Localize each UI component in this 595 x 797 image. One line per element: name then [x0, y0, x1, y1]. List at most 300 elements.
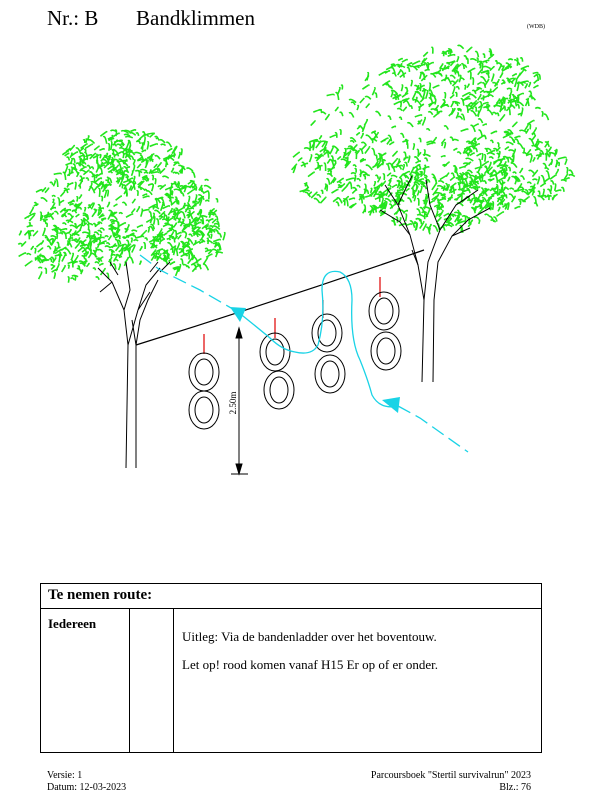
leaf-mark	[152, 185, 154, 192]
leaf-mark	[185, 233, 186, 238]
leaf-mark	[101, 185, 103, 190]
leaf-mark	[182, 212, 185, 218]
leaf-mark	[111, 142, 112, 150]
leaf-mark	[366, 165, 372, 170]
leaf-mark	[365, 120, 367, 125]
leaf-mark	[183, 225, 187, 227]
leaf-mark	[79, 155, 83, 157]
leaf-mark	[126, 177, 128, 180]
leaf-mark	[450, 75, 455, 78]
leaf-mark	[454, 71, 456, 74]
leaf-mark	[137, 207, 140, 212]
leaf-mark	[565, 159, 567, 164]
leaf-mark	[91, 167, 94, 169]
leaf-mark	[417, 209, 421, 214]
leaf-mark	[167, 149, 172, 152]
leaf-mark	[403, 107, 406, 111]
leaf-mark	[124, 190, 126, 194]
leaf-mark	[461, 129, 468, 131]
leaf-mark	[509, 150, 515, 151]
leaf-mark	[533, 73, 538, 74]
leaf-mark	[155, 200, 157, 207]
leaf-mark	[375, 175, 378, 179]
leaf-mark	[534, 80, 538, 83]
leaf-mark	[558, 157, 566, 159]
leaf-mark	[145, 238, 148, 241]
right-tree-foliage	[292, 45, 575, 234]
leaf-mark	[388, 185, 391, 187]
leaf-mark	[479, 130, 483, 136]
leaf-mark	[455, 172, 458, 176]
leaf-mark	[533, 86, 538, 88]
leaf-mark	[529, 124, 530, 129]
leaf-mark	[103, 137, 107, 144]
leaf-mark	[293, 152, 299, 157]
leaf-mark	[322, 143, 325, 148]
leaf-mark	[470, 72, 471, 80]
leaf-mark	[340, 130, 341, 135]
leaf-mark	[168, 243, 173, 249]
leaf-mark	[405, 88, 407, 91]
leaf-mark	[482, 154, 483, 160]
leaf-mark	[156, 219, 158, 225]
leaf-mark	[105, 236, 108, 237]
leaf-mark	[499, 190, 500, 195]
leaf-mark	[473, 202, 475, 205]
leaf-mark	[57, 242, 59, 247]
leaf-mark	[411, 81, 412, 87]
leaf-mark	[126, 214, 133, 217]
leaf-mark	[462, 216, 466, 218]
leaf-mark	[520, 58, 522, 62]
leaf-mark	[425, 69, 429, 70]
leaf-mark	[106, 243, 109, 245]
leaf-mark	[440, 64, 443, 68]
leaf-mark	[140, 170, 147, 172]
leaf-mark	[438, 181, 444, 183]
leaf-mark	[481, 77, 487, 82]
leaf-mark	[366, 104, 369, 108]
leaf-mark	[94, 146, 99, 150]
leaf-mark	[508, 167, 510, 171]
leaf-mark	[108, 157, 109, 163]
leaf-mark	[388, 116, 391, 120]
leaf-mark	[68, 277, 69, 283]
leaf-mark	[206, 220, 209, 222]
leaf-mark	[372, 88, 375, 95]
leaf-mark	[371, 188, 372, 193]
leaf-mark	[433, 189, 438, 196]
leaf-mark	[483, 96, 484, 100]
leaf-mark	[69, 230, 71, 234]
leaf-mark	[545, 178, 550, 181]
leaf-mark	[100, 155, 101, 159]
leaf-mark	[59, 233, 62, 235]
leaf-mark	[403, 165, 404, 170]
leaf-mark	[92, 210, 97, 217]
participant-group: Iedereen	[48, 616, 97, 631]
leaf-mark	[40, 212, 41, 219]
leaf-mark	[62, 266, 65, 272]
tire-ring	[195, 397, 213, 423]
leaf-mark	[556, 170, 558, 175]
leaf-mark	[465, 85, 466, 89]
leaf-mark	[548, 147, 551, 152]
leaf-mark	[357, 179, 361, 181]
leaf-mark	[469, 94, 476, 98]
leaf-mark	[144, 172, 148, 173]
leaf-mark	[87, 166, 90, 169]
leaf-mark	[391, 176, 397, 178]
leaf-mark	[165, 215, 167, 221]
leaf-mark	[100, 163, 103, 168]
leaf-mark	[533, 179, 538, 180]
leaf-mark	[448, 55, 455, 56]
leaf-mark	[190, 225, 192, 229]
leaf-mark	[364, 189, 365, 194]
leaf-mark	[467, 84, 469, 87]
leaf-mark	[505, 147, 509, 150]
leaf-mark	[482, 161, 488, 165]
left-tree-trunk	[98, 262, 170, 468]
leaf-mark	[147, 142, 148, 150]
leaf-mark	[444, 93, 445, 99]
leaf-mark	[418, 107, 419, 111]
leaf-mark	[336, 202, 339, 206]
leaf-mark	[38, 248, 43, 252]
leaf-mark	[137, 191, 138, 196]
leaf-mark	[450, 95, 454, 98]
leaf-mark	[148, 184, 152, 185]
leaf-mark	[166, 195, 169, 198]
leaf-mark	[376, 112, 381, 117]
leaf-mark	[130, 130, 135, 132]
leaf-mark	[500, 73, 503, 78]
leaf-mark	[479, 159, 481, 167]
column-divider	[173, 609, 174, 752]
leaf-mark	[182, 219, 183, 224]
leaf-mark	[500, 115, 505, 121]
leaf-mark	[446, 173, 449, 176]
leaf-mark	[534, 203, 537, 206]
leaf-mark	[486, 74, 489, 79]
leaf-mark	[167, 239, 171, 240]
leaf-mark	[181, 149, 182, 155]
leaf-mark	[530, 155, 532, 162]
leaf-mark	[99, 149, 104, 151]
leaf-mark	[27, 232, 29, 239]
leaf-mark	[172, 249, 173, 253]
leaf-mark	[116, 196, 122, 200]
leaf-mark	[98, 230, 102, 233]
leaf-mark	[113, 144, 117, 146]
leaf-mark	[423, 201, 425, 205]
leaf-mark	[326, 151, 329, 158]
leaf-mark	[223, 233, 225, 241]
leaf-mark	[319, 136, 321, 139]
tire-ring	[321, 361, 339, 387]
leaf-mark	[523, 197, 529, 202]
leaf-mark	[213, 239, 220, 241]
leaf-mark	[443, 52, 444, 57]
leaf-mark	[459, 167, 465, 168]
leaf-mark	[80, 170, 87, 172]
leaf-mark	[189, 196, 190, 202]
leaf-mark	[129, 257, 133, 263]
leaf-mark	[351, 173, 356, 174]
leaf-mark	[41, 198, 47, 202]
footer-left	[47, 770, 126, 794]
leaf-mark	[404, 152, 406, 157]
leaf-mark	[424, 150, 425, 156]
leaf-mark	[479, 220, 480, 224]
leaf-mark	[126, 193, 127, 197]
leaf-mark	[53, 199, 54, 203]
route-table-header	[41, 584, 541, 609]
leaf-mark	[466, 153, 468, 156]
leaf-mark	[512, 74, 516, 76]
leaf-mark	[392, 126, 396, 128]
leaf-mark	[535, 149, 540, 150]
leaf-mark	[541, 176, 544, 183]
leaf-mark	[69, 170, 70, 176]
leaf-mark	[163, 206, 170, 209]
leaf-mark	[416, 219, 422, 221]
leaf-mark	[58, 229, 61, 232]
leaf-mark	[174, 189, 181, 191]
leaf-mark	[555, 190, 561, 191]
leaf-mark	[508, 59, 513, 60]
leaf-mark	[537, 177, 539, 184]
leaf-mark	[497, 212, 504, 216]
leaf-mark	[501, 182, 505, 184]
leaf-mark	[450, 137, 453, 141]
leaf-mark	[475, 148, 478, 152]
leaf-mark	[150, 144, 158, 146]
leaf-mark	[175, 173, 179, 175]
leaf-mark	[339, 178, 344, 181]
leaf-mark	[157, 163, 161, 168]
leaf-mark	[347, 183, 350, 186]
leaf-mark	[19, 253, 26, 256]
obstacle-number: Nr.: B	[47, 6, 99, 30]
leaf-mark	[68, 214, 73, 218]
leaf-mark	[429, 98, 433, 103]
route-warning: Let op! rood komen vanaf H15 Er op of er onder.	[182, 657, 438, 672]
leaf-mark	[79, 195, 81, 199]
leaf-mark	[69, 204, 73, 205]
leaf-mark	[517, 73, 521, 79]
leaf-mark	[550, 175, 556, 179]
leaf-mark	[174, 223, 177, 227]
leaf-mark	[136, 133, 139, 136]
leaf-mark	[85, 208, 86, 212]
leaf-mark	[33, 231, 37, 236]
leaf-mark	[126, 141, 128, 148]
leaf-mark	[108, 144, 109, 151]
leaf-mark	[324, 163, 326, 171]
leaf-mark	[456, 72, 459, 77]
leaf-mark	[365, 147, 370, 154]
leaf-mark	[71, 253, 73, 260]
leaf-mark	[475, 107, 476, 112]
leaf-mark	[484, 155, 485, 162]
leaf-mark	[521, 176, 525, 180]
page-number-text: Blz.: 76	[499, 782, 531, 793]
leaf-mark	[482, 72, 488, 73]
leaf-mark	[540, 183, 545, 186]
leaf-mark	[477, 136, 484, 140]
route-path	[140, 255, 468, 452]
leaf-mark	[327, 159, 330, 163]
leaf-mark	[75, 182, 76, 189]
leaf-mark	[311, 192, 317, 198]
leaf-mark	[344, 153, 345, 158]
leaf-mark	[422, 118, 425, 126]
leaf-mark	[133, 165, 134, 171]
leaf-mark	[60, 192, 64, 197]
leaf-mark	[353, 165, 356, 167]
leaf-mark	[437, 186, 444, 189]
leaf-mark	[351, 102, 355, 105]
leaf-mark	[478, 95, 481, 101]
route-heading: Te nemen route:	[48, 587, 153, 603]
leaf-mark	[356, 133, 359, 135]
leaf-mark	[498, 198, 499, 202]
leaf-mark	[515, 79, 517, 87]
leaf-mark	[436, 211, 438, 217]
leaf-mark	[78, 248, 83, 252]
leaf-mark	[74, 276, 75, 281]
leaf-mark	[391, 92, 393, 97]
leaf-mark	[515, 207, 520, 209]
leaf-mark	[569, 175, 575, 177]
leaf-mark	[53, 181, 55, 186]
leaf-mark	[466, 158, 474, 161]
leaf-mark	[500, 104, 502, 112]
leaf-mark	[480, 65, 481, 69]
leaf-mark	[99, 215, 104, 217]
leaf-mark	[420, 73, 421, 79]
leaf-mark	[483, 181, 486, 184]
leaf-mark	[321, 190, 323, 193]
leaf-mark	[414, 66, 420, 67]
leaf-mark	[521, 66, 528, 69]
leaf-mark	[472, 78, 473, 85]
leaf-mark	[155, 179, 156, 184]
leaf-mark	[363, 174, 370, 175]
leaf-mark	[405, 101, 410, 107]
leaf-mark	[98, 250, 103, 252]
leaf-mark	[529, 170, 534, 173]
leaf-mark	[90, 238, 96, 239]
tire-ladder	[189, 292, 401, 429]
leaf-mark	[507, 88, 512, 89]
leaf-mark	[138, 187, 145, 190]
leaf-mark	[350, 141, 354, 143]
leaf-mark	[131, 238, 132, 242]
leaf-mark	[497, 143, 498, 148]
leaf-mark	[62, 254, 65, 261]
leaf-mark	[174, 237, 177, 240]
leaf-mark	[517, 104, 519, 108]
leaf-mark	[127, 181, 132, 185]
leaf-mark	[561, 187, 564, 191]
leaf-mark	[112, 153, 114, 157]
leaf-mark	[448, 197, 452, 199]
leaf-mark	[181, 193, 184, 196]
leaf-mark	[458, 45, 464, 48]
leaf-mark	[170, 262, 175, 265]
leaf-mark	[375, 155, 377, 159]
version-text: Versie: 1	[47, 770, 83, 781]
leaf-mark	[477, 154, 481, 156]
leaf-mark	[417, 191, 419, 196]
leaf-mark	[192, 172, 195, 178]
leaf-mark	[525, 84, 527, 88]
leaf-mark	[105, 246, 110, 248]
leaf-mark	[349, 198, 355, 199]
leaf-mark	[346, 199, 348, 206]
leaf-mark	[111, 251, 112, 256]
leaf-mark	[372, 149, 375, 156]
leaf-mark	[383, 174, 384, 180]
leaf-mark	[205, 200, 209, 201]
leaf-mark	[159, 140, 165, 143]
leaf-mark	[355, 169, 356, 173]
leaf-mark	[119, 264, 121, 270]
leaf-mark	[406, 141, 408, 148]
leaf-mark	[354, 145, 357, 148]
leaf-mark	[81, 167, 87, 170]
leaf-mark	[566, 168, 567, 173]
leaf-mark	[468, 224, 471, 227]
leaf-mark	[340, 112, 343, 116]
leaf-mark	[520, 130, 528, 132]
leaf-mark	[520, 169, 523, 174]
leaf-mark	[327, 94, 334, 95]
leaf-mark	[149, 227, 153, 232]
leaf-mark	[414, 157, 419, 161]
leaf-mark	[379, 72, 386, 76]
leaf-mark	[423, 224, 426, 230]
leaf-mark	[426, 129, 429, 131]
leaf-mark	[550, 186, 551, 191]
leaf-mark	[466, 106, 468, 113]
leaf-mark	[392, 185, 397, 187]
leaf-mark	[76, 215, 79, 217]
route-table	[40, 583, 542, 753]
leaf-mark	[51, 236, 57, 238]
leaf-mark	[544, 114, 549, 120]
top-rope	[136, 250, 424, 345]
leaf-mark	[61, 229, 67, 230]
leaf-mark	[361, 142, 365, 144]
date-text: Datum: 12-03-2023	[47, 782, 127, 793]
leaf-mark	[402, 93, 408, 97]
leaf-mark	[164, 214, 165, 218]
leaf-mark	[517, 83, 518, 91]
leaf-mark	[113, 165, 114, 169]
leaf-mark	[107, 190, 108, 196]
leaf-mark	[338, 88, 340, 94]
leaf-mark	[363, 209, 365, 213]
leaf-mark	[483, 61, 487, 63]
leaf-mark	[101, 196, 102, 201]
leaf-mark	[136, 236, 144, 238]
leaf-mark	[104, 191, 106, 198]
leaf-mark	[357, 126, 360, 129]
